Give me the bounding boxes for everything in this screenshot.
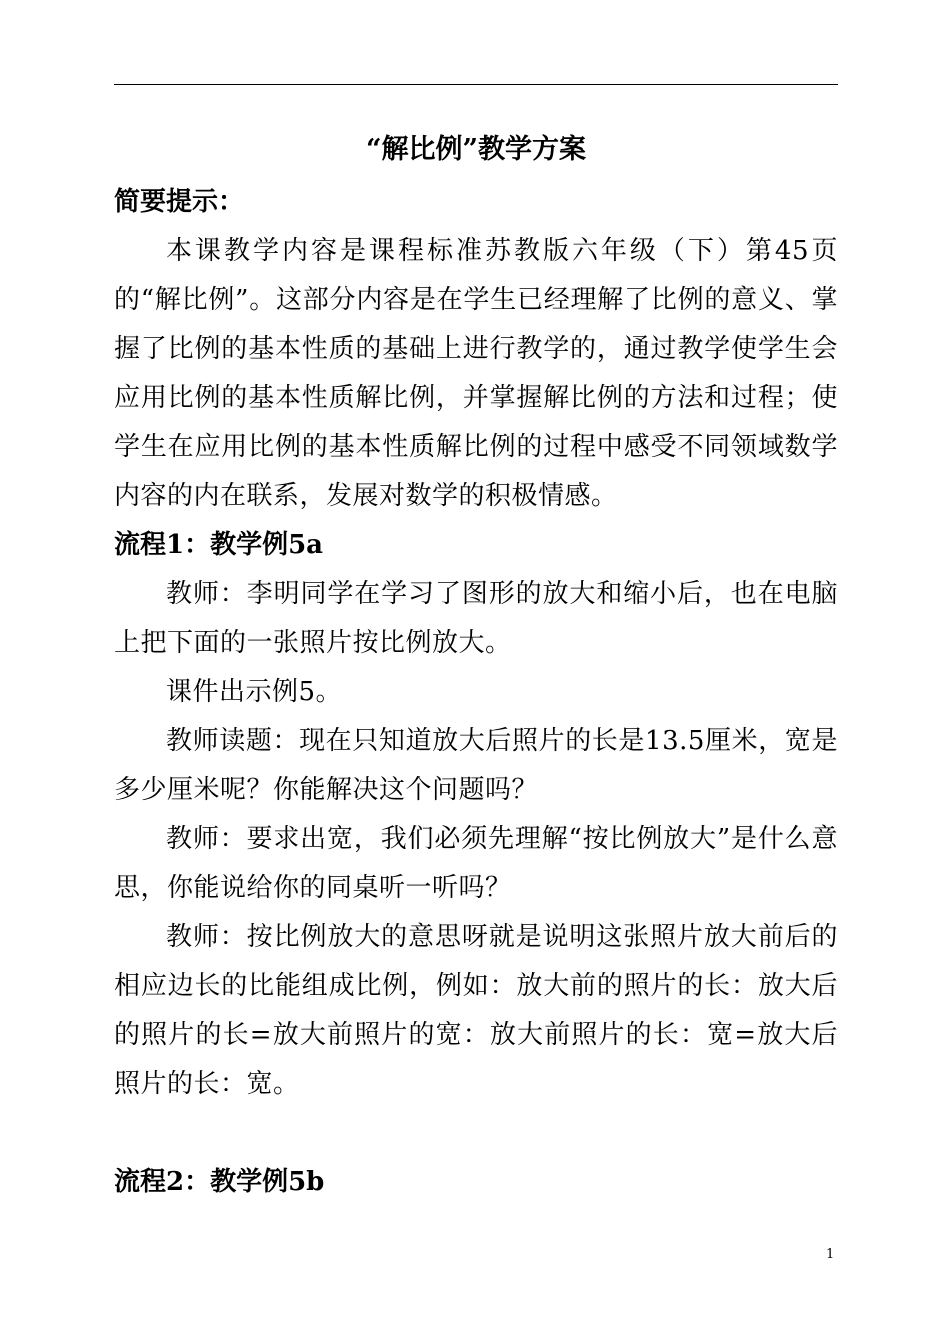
flow1-heading: 流程1：教学例5a (114, 530, 324, 560)
flow1-paragraph-2: 课件出示例5。 (166, 677, 343, 707)
page-number: 1 (826, 1247, 835, 1262)
summary-paragraph: 本课教学内容是课程标准苏教版六年级（下）第45页的“解比例”。这部分内容是在学生已经理解了比例的意义、掌握了比例的基本性质的基础上进行教学的，通过教学使学生会应用比例的基本性质解比例，并掌握解比例的方法和过程；使学生在应用比例的基本性质解比例的过程中感受不同领域数学内容的内在联系，发展对数学的积极情感。 (114, 236, 838, 511)
flow1-paragraph-4: 教师：要求出宽，我们必须先理解“按比例放大”是什么意思，你能说给你的同桌听一听吗？ (114, 824, 838, 903)
document-title: “解比例”教学方案 (365, 134, 587, 165)
flow1-paragraph-1: 教师：李明同学在学习了图形的放大和缩小后，也在电脑上把下面的一张照片按比例放大。 (114, 579, 838, 658)
document-body (114, 122, 838, 1207)
flow1-paragraph-3: 教师读题：现在只知道放大后照片的长是13.5厘米，宽是多少厘米呢？你能解决这个问题吗？ (114, 726, 838, 805)
flow1-paragraph-5: 教师：按比例放大的意思呀就是说明这张照片放大前后的相应边长的比能组成比例，例如：放大前的照片的长：放大后的照片的长=放大前照片的宽：放大前照片的长：宽=放大后照片的长：宽。 (114, 922, 838, 1099)
flow2-heading: 流程2：教学例5b (114, 1167, 325, 1197)
summary-heading: 简要提示： (114, 187, 245, 217)
paragraph-gap (114, 1109, 838, 1158)
header-rule (114, 84, 838, 85)
